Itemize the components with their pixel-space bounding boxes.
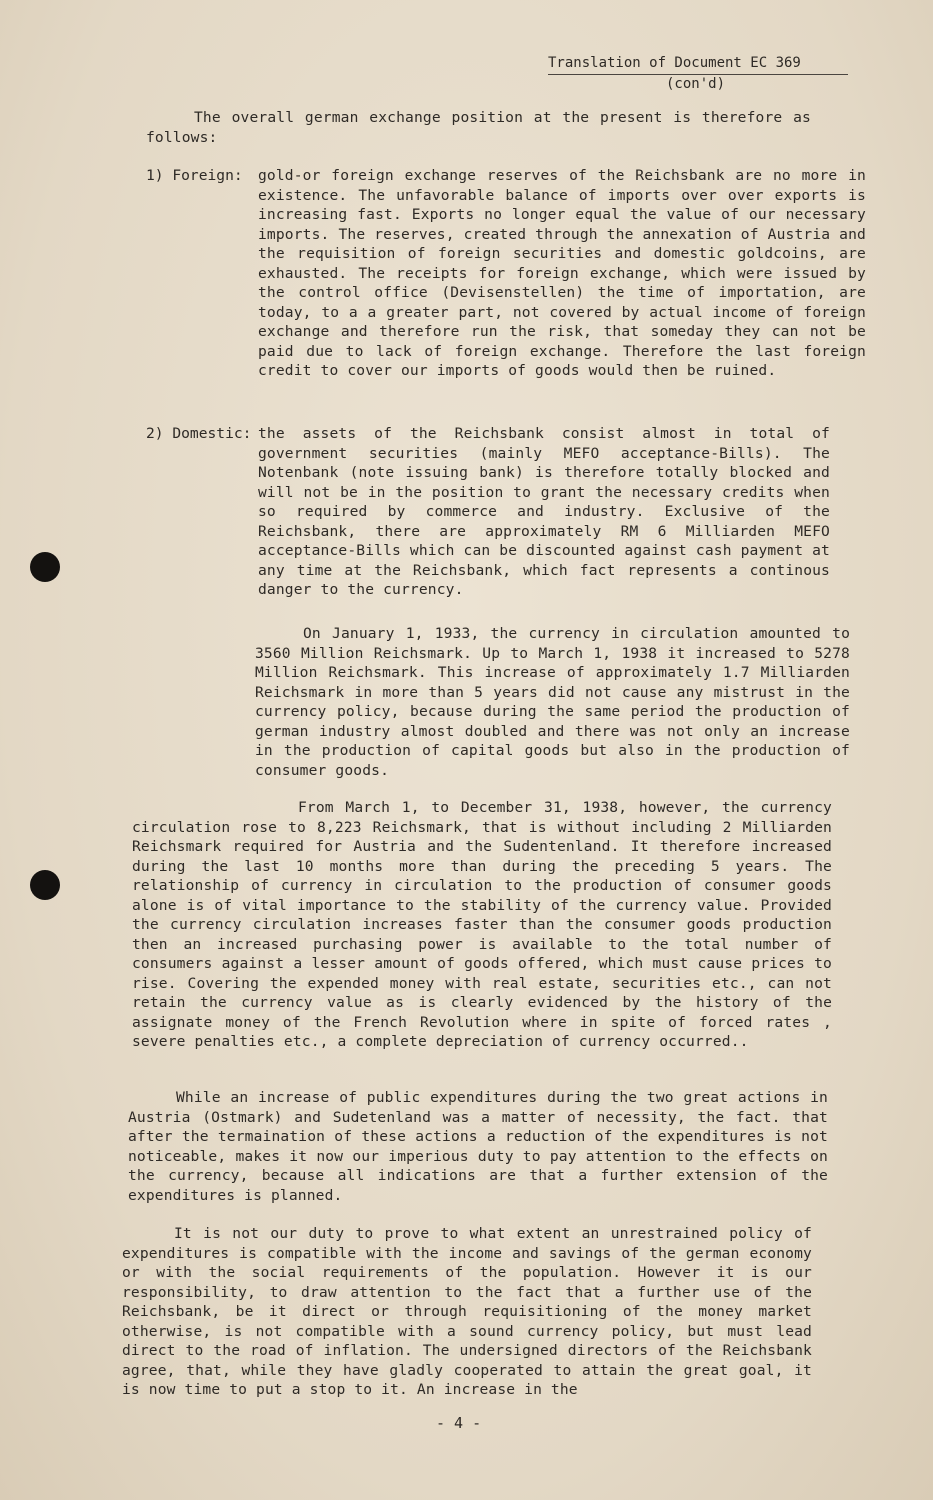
item-2-text: the assets of the Reichsbank consist almost in total of government securities (mainly MEFO acceptance-Bills). The Notenbank (note issuing bank) is therefore totally blocked and will not be in the position to grant the necessary credits when so required by commerce and industry. Exclusive of the Reichsbank, there are approximately RM 6 Milliarden MEFO acceptance-Bills which can be discounted against cash payment at any time at the Reichsbank, which fact represents a continous danger to the currency.	[258, 425, 830, 598]
punch-hole-lower	[30, 870, 60, 900]
paragraph-currency-1938: From March 1, to December 31, 1938, however, the currency circulation rose to 8,223 Reichsmark, that is without including 2 Milliarden Reichsmark required for Austria and the Sudentenland. It therefore increased during the last 10 months more than during the preceding 5 years. The relationship of currency in circulation to the production of consumer goods alone is of vital importance to the stability of the currency value. Provided the currency circulation increases faster than the consumer goods production then an increased purchasing power is available to the total number of consumers against a lesser amount of goods offered, which must cause prices to rise. Covering the expended money with real estate, securities etc., can not retain the currency value as is clearly evidenced by the history of the assignate money of the French Revolution where in spite of forced rates , severe penalties etc., a complete depreciation of currency occurred..	[132, 799, 832, 1050]
document-header	[548, 54, 848, 94]
paragraph-currency-1933: On January 1, 1933, the currency in circulation amounted to 3560 Million Reichsmark. Up to March 1, 1938 it increased to 5278 Million Reichsmark. This increase of approximately 1.7 Milliarden Reichsmark in more than 5 years did not cause any mistrust in the currency policy, because during the same period the production of german industry almost doubled and there was not only an increase in the production of capital goods but also in the production of consumer goods.	[255, 625, 850, 779]
header-continued: (con'd)	[666, 76, 726, 92]
item-1-text: gold-or foreign exchange reserves of the Reichsbank are no more in existence. The unfavorable balance of imports over over exports is increasing fast. Exports no longer equal the value of our necessary imports. The reserves, created through the annexation of Austria and the requisition of foreign securities and domestic goldcoins, are exhausted. The receipts for foreign exchange, which were issued by the control office (Devisenstellen) the time of importation, are today, to a a greater part, not covered by actual income of foreign exchange and therefore run the risk, that someday they can not be paid due to lack of foreign exchange. Therefore the last foreign credit to cover our imports of goods would then be ruined.	[258, 167, 866, 379]
item-2-label: 2) Domestic:	[146, 425, 252, 442]
paragraph-inflation-warning: It is not our duty to prove to what extent an unrestrained policy of expenditures is compatible with the income and savings of the german economy or with the social requirements of the population. However it is our responsibility, to draw attention to the fact that a further use of the Reichsbank, be it direct or through requisitioning of the money market otherwise, is not compatible with a sound currency policy, but must lead direct to the road of inflation. The undersigned directors of the Reichsbank agree, that, while they have gladly cooperated to attain the great goal, it is now time to put a stop to it. An increase in the	[122, 1225, 812, 1398]
paragraph-public-expenditures: While an increase of public expenditures during the two great actions in Austria (Ostmark) and Sudetenland was a matter of necessity, the fact. that after the termaination of these actions a reduction of the expenditures is not noticeable, makes it now our imperious duty to pay attention to the effects on the currency, because all indications are that a further extension of the expenditures is planned.	[128, 1089, 828, 1204]
item-1-label: 1) Foreign:	[146, 167, 243, 184]
header-title: Translation of Document EC 369	[548, 54, 848, 75]
intro-paragraph: The overall german exchange position at the present is therefore as follows:	[146, 109, 811, 146]
punch-hole-upper	[30, 552, 60, 582]
page-number: - 4 -	[436, 1414, 482, 1432]
